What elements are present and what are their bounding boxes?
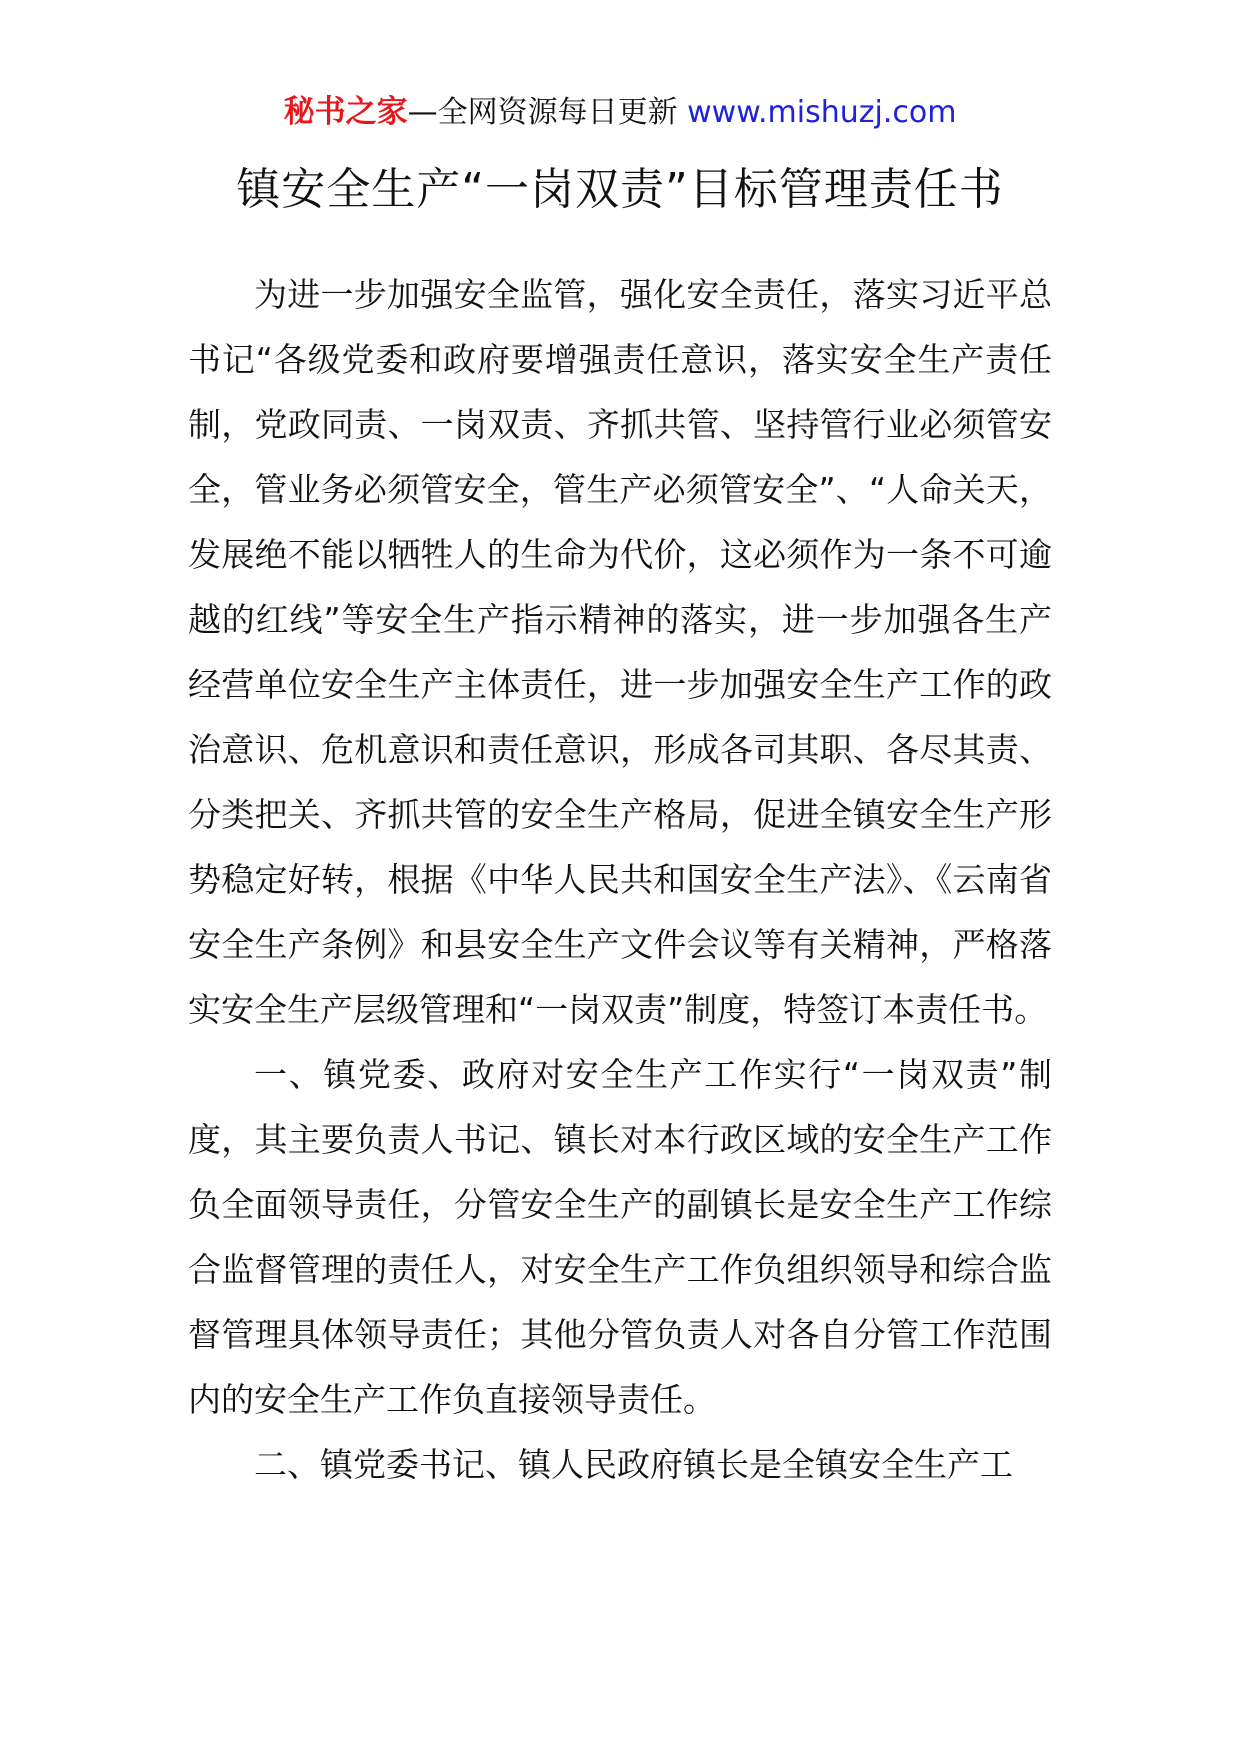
site-brand: 秘书之家 — [283, 94, 408, 130]
paragraph-clause-1: 一、镇党委、政府对安全生产工作实行“一岗双责”制度，其主要负责人书记、镇长对本行政区域的安全生产工作负全面领导责任，分管安全生产的副镇长是安全生产工作综合监督管理的责任人，对安全生产工作负组织领导和综合监督管理具体领导责任；其他分管负责人对各自分管工作范围内的安全生产工作负直接领导责任。 — [188, 1055, 1052, 1419]
document-title: 镇安全生产“一岗双责”目标管理责任书 — [236, 164, 1004, 215]
site-url-link[interactable]: www.mishuzj.com — [687, 95, 957, 130]
site-slogan: —全网资源每日更新 — [407, 95, 688, 130]
paragraph-intro: 为进一步加强安全监管，强化安全责任，落实习近平总书记“各级党委和政府要增强责任意识，落实安全生产责任制，党政同责、一岗双责、齐抓共管、坚持管行业必须管安全，管业务必须管安全，管生产必须管安全”、“人命关天，发展绝不能以牺牲人的生命为代价，这必须作为一条不可逾越的红线”等安全生产指示精神的落实，进一步加强各生产经营单位安全生产主体责任，进一步加强安全生产工作的政治意识、危机意识和责任意识，形成各司其职、各尽其责、分类把关、齐抓共管的安全生产格局，促进全镇安全生产形势稳定好转，根据《中华人民共和国安全生产法》、《云南省安全生产条例》和县安全生产文件会议等有关精神，严格落实安全生产层级管理和“一岗双责”制度，特签订本责任书。 — [188, 275, 1052, 1029]
document-body — [188, 262, 1052, 1497]
paragraph-clause-2: 二、镇党委书记、镇人民政府镇长是全镇安全生产工 — [254, 1445, 1013, 1484]
site-header — [0, 92, 1240, 133]
